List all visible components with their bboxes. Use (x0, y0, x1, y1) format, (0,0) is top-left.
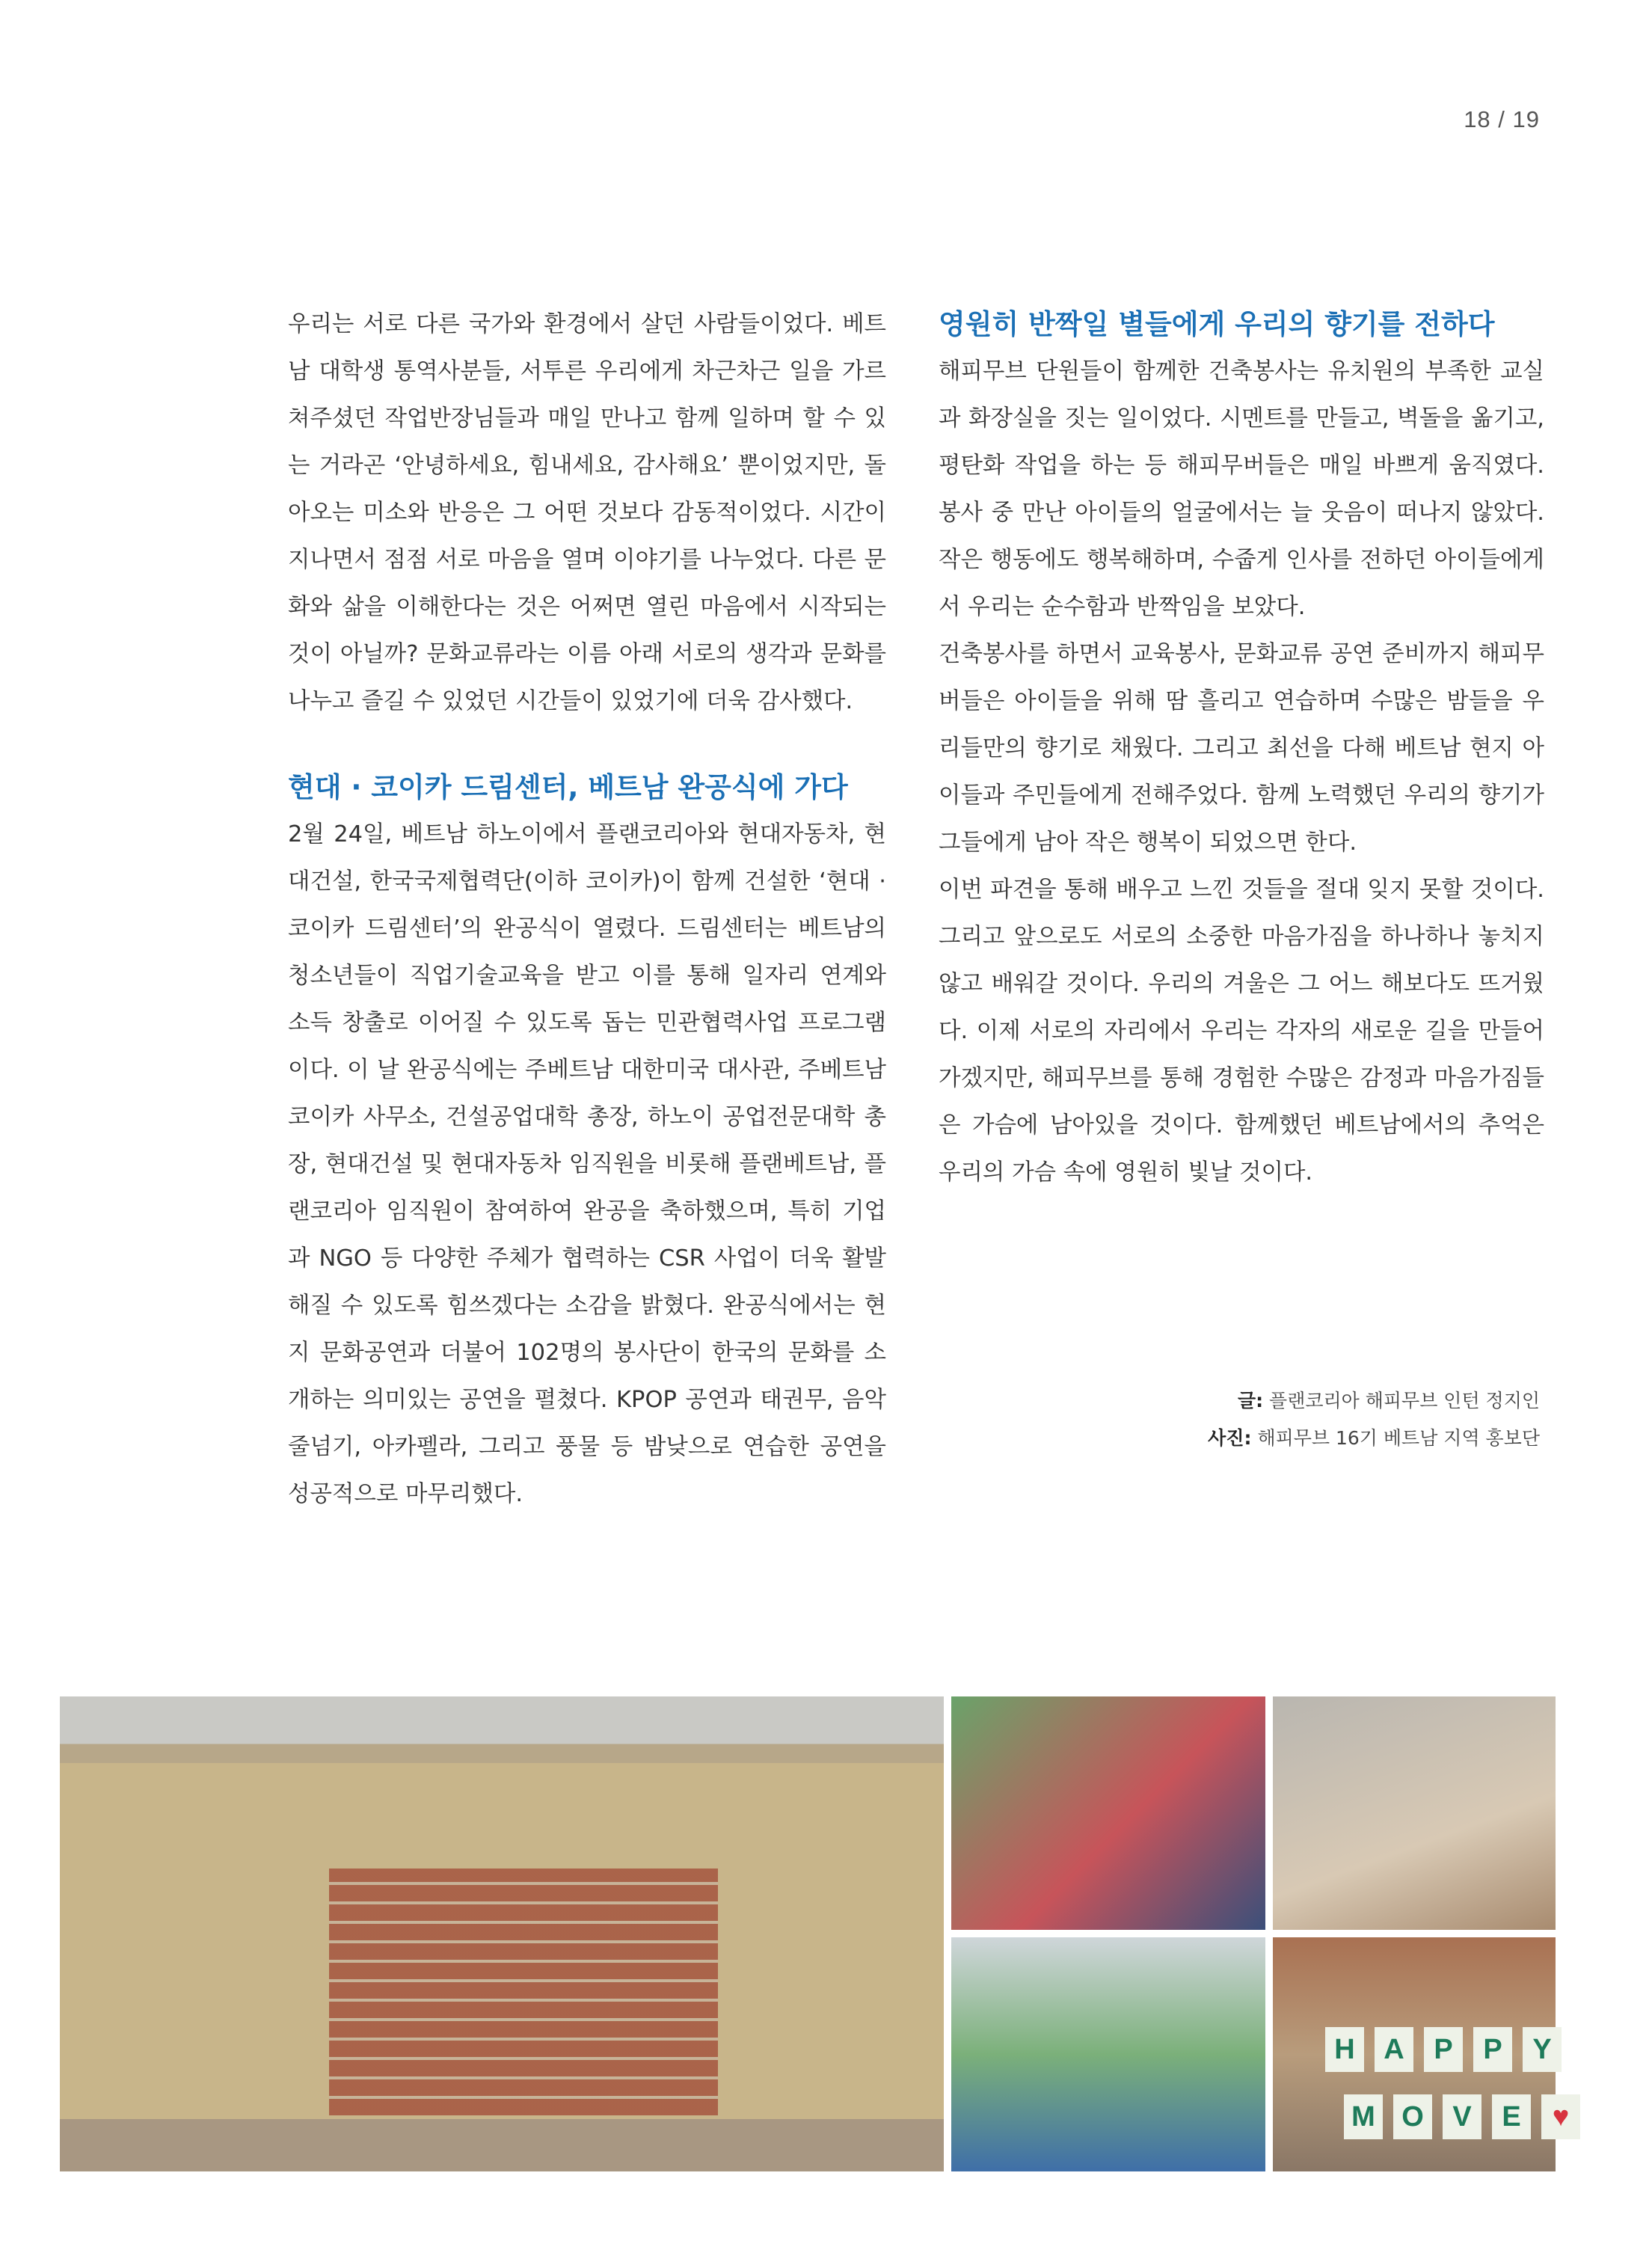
ground (60, 2119, 944, 2171)
photo-wall-painting (60, 1696, 944, 2171)
left-column (288, 301, 886, 1518)
heart-icon: ♥ (1541, 2094, 1580, 2139)
sign-letter: P (1424, 2027, 1463, 2072)
sign-row-happy (1325, 2027, 1562, 2072)
sign-letter: Y (1523, 2027, 1562, 2072)
credit-writer-label: 글: (1237, 1390, 1264, 1411)
photo-happy-move-signs (1273, 1937, 1570, 2171)
credit-writer-name: 플랜코리아 해피무브 인턴 정지인 (1269, 1390, 1540, 1411)
right-paragraph-2: 건축봉사를 하면서 교육봉사, 문화교류 공연 준비까지 해피무버들은 아이들을 위해 땀 흘리고 연습하며 수많은 밤들을 우리들만의 향기로 채웠다. 그리고 최선을 다해 베트남 현지 아이들과 주민들에게 전해주었다. 함께 노력했던 우리의 향기가 그들에게 남아 작은 행복이 되었으면 한다. (939, 641, 1544, 856)
photo-strip (60, 1696, 1570, 2171)
section-heading-stars: 영원히 반짝일 별들에게 우리의 향기를 전하다 (939, 308, 1495, 340)
section-heading-dream-center: 현대 · 코이카 드림센터, 베트남 완공식에 가다 (288, 771, 848, 803)
left-paragraph-1: 우리는 서로 다른 국가와 환경에서 살던 사람들이었다. 베트남 대학생 통역사분들, 서투른 우리에게 차근차근 일을 가르쳐주셨던 작업반장님들과 매일 만나고 함께 일하며 할 수 있는 거라곤 ‘안녕하세요, 힘내세요, 감사해요’ 뿐이었지만, 돌아오는 미소와 반응은 그 어떤 것보다 감동적이었다. 시간이 지나면서 점점 서로 마음을 열며 이야기를 나누었다. 다른 문화와 삶을 이해한다는 것은 어쩌면 열린 마음에서 시작되는 것이 아닐까? 문화교류라는 이름 아래 서로의 생각과 문화를 나누고 즐길 수 있었던 시간들이 있었기에 더욱 감사했다. (288, 311, 886, 714)
sign-letter: P (1473, 2027, 1512, 2072)
sign-letter: A (1375, 2027, 1413, 2072)
credit-photo-name: 해피무브 16기 베트남 지역 홍보단 (1257, 1427, 1540, 1449)
brick-wall (329, 1869, 718, 2115)
credit-photo-label: 사진: (1208, 1427, 1252, 1449)
sign-letter: H (1325, 2027, 1364, 2072)
left-paragraph-2: 2월 24일, 베트남 하노이에서 플랜코리아와 현대자동차, 현대건설, 한국국제협력단(이하 코이카)이 함께 건설한 ‘현대 · 코이카 드림센터’의 완공식이 열렸다. 드림센터는 베트남의 청소년들이 직업기술교육을 받고 이를 통해 일자리 연계와 소득 창출로 이어질 수 있도록 돕는 민관협력사업 프로그램이다. 이 날 완공식에는 주베트남 대한미국 대사관, 주베트남 코이카 사무소, 건설공업대학 총장, 하노이 공업전문대학 총장, 현대건설 및 현대자동차 임직원을 비롯해 플랜베트남, 플랜코리아 임직원이 참여하여 완공을 축하했으며, 특히 기업과 NGO 등 다양한 주체가 협력하는 CSR 사업이 더욱 활발해질 수 있도록 힘쓰겠다는 소감을 밝혔다. 완공식에서는 현지 문화공연과 더불어 102명의 봉사단이 한국의 문화를 소개하는 의미있는 공연을 펼쳤다. KPOP 공연과 태권무, 음악줄넘기, 아카펠라, 그리고 풍물 등 밤낮으로 연습한 공연을 성공적으로 마무리했다. (288, 821, 886, 1507)
sign-row-move (1344, 2094, 1580, 2139)
right-paragraph-1: 해피무브 단원들이 함께한 건축봉사는 유치원의 부족한 교실과 화장실을 짓는 일이었다. 시멘트를 만들고, 벽돌을 옮기고, 평탄화 작업을 하는 등 해피무버들은 매일 바쁘게 움직였다. 봉사 중 만난 아이들의 얼굴에서는 늘 웃음이 떠나지 않았다. 작은 행동에도 행복해하며, 수줍게 인사를 전하던 아이들에게서 우리는 순수함과 반짝임을 보았다. (939, 358, 1544, 620)
sign-letter: E (1492, 2094, 1531, 2139)
photo-group (951, 1696, 1265, 1930)
sign-letter: V (1443, 2094, 1481, 2139)
right-column (939, 301, 1544, 1196)
page-number: 18 / 19 (1464, 106, 1540, 132)
photo-child-pinwheel (1273, 1696, 1556, 1930)
right-paragraph-3: 이번 파견을 통해 배우고 느낀 것들을 절대 잊지 못할 것이다. 그리고 앞으로도 서로의 소중한 마음가짐을 하나하나 놓치지 않고 배워갈 것이다. 우리의 겨울은 그 어느 해보다도 뜨거웠다. 이제 서로의 자리에서 우리는 각자의 새로운 길을 만들어 가겠지만, 해피무브를 통해 경험한 수많은 감정과 마음가짐들은 가슴에 남아있을 것이다. 함께했던 베트남에서의 추억은 우리의 가슴 속에 영원히 빛날 것이다. (939, 877, 1544, 1186)
credit-photo (1208, 1420, 1540, 1457)
photo-volunteer-child (951, 1937, 1265, 2171)
credits (1208, 1382, 1540, 1457)
sign-letter: M (1344, 2094, 1383, 2139)
credit-writer (1208, 1382, 1540, 1420)
sign-letter: O (1393, 2094, 1432, 2139)
